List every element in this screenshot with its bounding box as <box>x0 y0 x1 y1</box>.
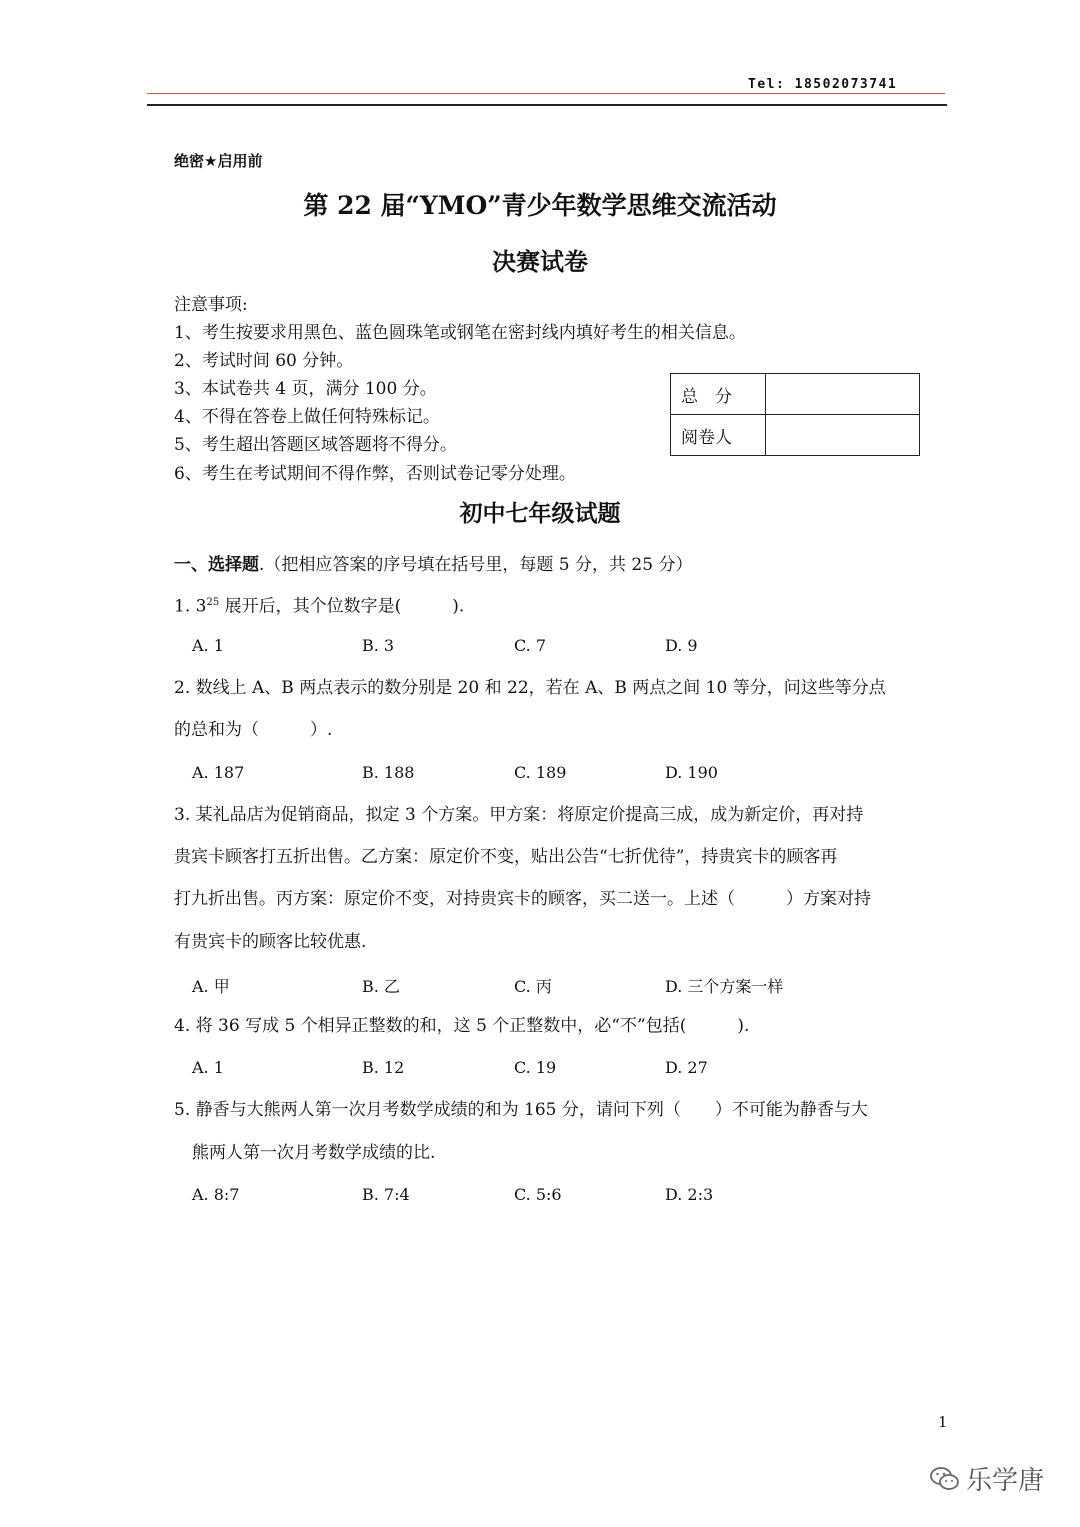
q4-option-b: B. 12 <box>362 1058 405 1077</box>
question-1 <box>174 582 934 628</box>
header-tel: Tel: 18502073741 <box>748 77 898 92</box>
question-3-line1: 3. 某礼品店为促销商品，拟定 3 个方案。甲方案：将原定价提高三成，成为新定价，再对持 <box>174 805 864 825</box>
q5-option-d: D. 2:3 <box>665 1185 714 1204</box>
header-rule-red <box>147 93 945 94</box>
score-reviewer-label: 阅卷人 <box>671 415 766 456</box>
q1-pre: 1. 3 <box>174 596 207 617</box>
q3-option-c: C. 丙 <box>514 977 552 996</box>
watermark-text: 乐学唐 <box>966 1466 1045 1496</box>
q5-option-a: A. 8:7 <box>192 1185 240 1204</box>
question-3-line2: 贵宾卡顾客打五折出售。乙方案：原定价不变，贴出公告“七折优待”，持贵宾卡的顾客再 <box>174 847 838 867</box>
watermark <box>930 1460 1044 1497</box>
q5-option-b: B. 7:4 <box>362 1185 410 1204</box>
question-2-line1: 2. 数线上 A、B 两点表示的数分别是 20 和 22，若在 A、B 两点之间 10 等分，问这些等分点 <box>174 678 886 698</box>
exam-title: 第 22 届“YMO”青少年数学思维交流活动 <box>303 191 777 220</box>
q3-option-d: D. 三个方案一样 <box>665 977 784 996</box>
q2-option-c: C. 189 <box>514 763 567 782</box>
q1-option-d: D. 9 <box>665 636 698 655</box>
notice-item: 2、考试时间 60 分钟。 <box>174 351 354 371</box>
q3-option-a: A. 甲 <box>192 977 230 996</box>
question-5-line1: 5. 静香与大熊两人第一次月考数学成绩的和为 165 分，请问下列（ ）不可能为静香与大 <box>174 1100 868 1120</box>
q1-option-b: B. 3 <box>362 636 395 655</box>
section-heading-rest: .（把相应答案的序号填在括号里，每题 5 分，共 25 分） <box>259 555 693 575</box>
q1-exponent: 25 <box>206 597 220 608</box>
q1-option-c: C. 7 <box>514 636 547 655</box>
wechat-icon <box>930 1466 960 1492</box>
header-rule-black <box>147 104 947 106</box>
q1-post: 展开后，其个位数字是( ). <box>219 596 465 617</box>
q2-option-d: D. 190 <box>665 763 718 782</box>
secret-label: 绝密★启用前 <box>174 152 263 170</box>
score-reviewer-cell[interactable] <box>766 415 920 456</box>
question-3-line4: 有贵宾卡的顾客比较优惠. <box>174 932 367 952</box>
score-table <box>670 373 920 456</box>
q2-option-b: B. 188 <box>362 763 415 782</box>
question-3-line3: 打九折出售。丙方案：原定价不变，对持贵宾卡的顾客，买二送一。上述（ ）方案对持 <box>174 889 871 909</box>
notice-item: 4、不得在答卷上做任何特殊标记。 <box>174 407 440 427</box>
q1-option-a: A. 1 <box>192 636 224 655</box>
q3-option-b: B. 乙 <box>362 977 400 996</box>
question-2-line2: 的总和为（ ）. <box>174 720 333 740</box>
section-heading <box>174 550 692 575</box>
q4-option-d: D. 27 <box>665 1058 708 1077</box>
notice-item: 6、考生在考试期间不得作弊，否则试卷记零分处理。 <box>174 464 576 484</box>
notice-item: 1、考生按要求用黑色、蓝色圆珠笔或钢笔在密封线内填好考生的相关信息。 <box>174 323 746 343</box>
grade-title: 初中七年级试题 <box>459 500 621 527</box>
q4-option-a: A. 1 <box>192 1058 224 1077</box>
question-5-line2: 熊两人第一次月考数学成绩的比. <box>192 1143 436 1163</box>
score-total-cell[interactable] <box>766 374 920 415</box>
section-heading-bold: 一、选择题 <box>174 555 259 575</box>
exam-subtitle: 决赛试卷 <box>492 247 588 276</box>
notice-heading: 注意事项: <box>174 295 248 315</box>
score-total-label: 总 分 <box>671 374 766 415</box>
q2-option-a: A. 187 <box>192 763 245 782</box>
q4-option-c: C. 19 <box>514 1058 557 1077</box>
notice-item: 5、考生超出答题区域答题将不得分。 <box>174 435 457 455</box>
q5-option-c: C. 5:6 <box>514 1185 562 1204</box>
notice-item: 3、本试卷共 4 页，满分 100 分。 <box>174 379 437 399</box>
page-number: 1 <box>938 1413 948 1431</box>
question-4: 4. 将 36 写成 5 个相异正整数的和，这 5 个正整数中，必“不”包括( ). <box>174 1016 750 1036</box>
